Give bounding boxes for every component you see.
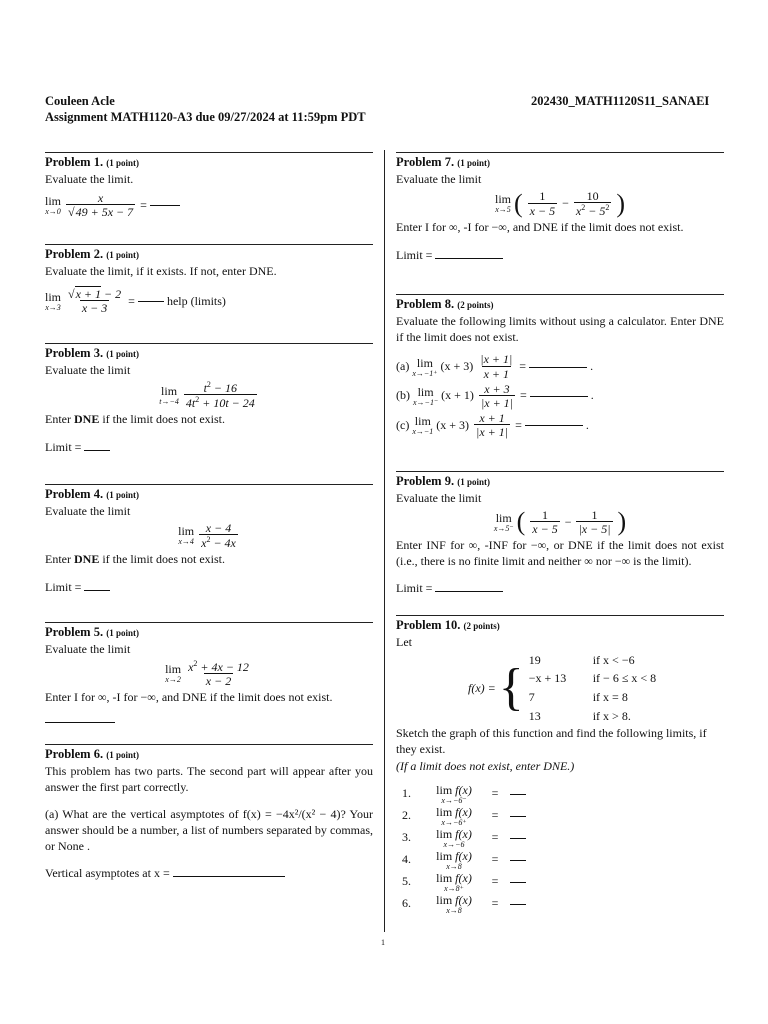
problem-7-limit-label: Limit = bbox=[396, 247, 433, 262]
problem-4-text: Evaluate the limit bbox=[45, 504, 131, 519]
piece-1-value: 19 bbox=[528, 652, 541, 667]
problem-6-part-a: (a) What are the vertical asymptotes of f(x) = −4x²/(x² − 4)? Your answer should be a number, a list of numbers separated by commas, or None . bbox=[45, 807, 373, 853]
limit-sub: x→8 bbox=[446, 905, 462, 915]
problem-5-expression: lim x→2 $\frac{x^2 + 4x - 12}{x - 2}$ bbox=[165, 658, 249, 689]
problem-1-text: Evaluate the limit. bbox=[45, 172, 134, 187]
problem-8-part-a: (a) lim x→−1⁺ (x + 3) $\frac{|x + 1|}{x + 1}$ = . bbox=[396, 352, 594, 382]
problem-3-text: Evaluate the limit bbox=[45, 363, 131, 378]
problem-6-label: Vertical asymptotes at x = bbox=[45, 866, 170, 881]
problem-8-title: Problem 8. bbox=[396, 297, 455, 311]
problem-10-title: Problem 10. bbox=[396, 618, 461, 632]
page-number: 1 bbox=[381, 938, 385, 947]
problem-9-instructions: Enter INF for ∞, -INF for −∞, or DNE if the limit does not exist (i.e., there is no finite limit and neither ∞ nor −∞ is the limit). bbox=[396, 538, 724, 568]
problem-3-dne-post: if the limit does not exist. bbox=[102, 412, 225, 427]
problem-4-dne-post: if the limit does not exist. bbox=[102, 552, 225, 567]
piece-1-condition: if x < −6 bbox=[592, 652, 635, 667]
limit-sub: x→8⁺ bbox=[444, 883, 464, 893]
problem-6 bbox=[45, 744, 373, 884]
problem-1-answer[interactable] bbox=[150, 204, 180, 206]
problem-5-instructions: Enter I for ∞, -I for −∞, and DNE if the limit does not exist. bbox=[45, 690, 333, 705]
limit-number: 1. bbox=[402, 786, 411, 801]
problem-10-piecewise: f(x) = { 19 if x < −6 −x + 13 if − 6 ≤ x < 8 7 if x = 8 13 if x > 8. bbox=[468, 653, 724, 724]
problem-10-dne-note: (If a limit does not exist, enter DNE.) bbox=[396, 759, 575, 774]
problem-7 bbox=[396, 152, 724, 265]
problem-4 bbox=[45, 484, 373, 597]
limit-answer-2[interactable] bbox=[510, 815, 526, 817]
problem-10-limits bbox=[402, 783, 724, 915]
problem-1 bbox=[45, 152, 373, 219]
problem-9-points: (1 point) bbox=[457, 477, 490, 487]
column-divider bbox=[384, 150, 385, 932]
problem-7-instructions: Enter I for ∞, -I for −∞, and DNE if the limit does not exist. bbox=[396, 220, 684, 235]
problem-7-answer[interactable] bbox=[435, 257, 503, 259]
problem-7-points: (1 point) bbox=[457, 158, 490, 168]
limit-answer-6[interactable] bbox=[510, 903, 526, 905]
limit-answer-5[interactable] bbox=[510, 881, 526, 883]
limit-number: 5. bbox=[402, 874, 411, 889]
limit-row: 6. lim f(x) x→8 = bbox=[402, 893, 724, 915]
piece-3-value: 7 bbox=[528, 690, 535, 705]
problem-2 bbox=[45, 244, 373, 315]
problem-1-expression: lim x→0 $\frac{x}{√49 + 5x - 7}$ = bbox=[45, 192, 373, 219]
problem-8-part-c-label: (c) bbox=[396, 417, 410, 432]
limit-row: 3. lim f(x) x→−6 = bbox=[402, 827, 724, 849]
problem-1-title: Problem 1. bbox=[45, 155, 104, 169]
problem-5 bbox=[45, 622, 373, 727]
problem-9 bbox=[396, 471, 724, 599]
limit-sub: x→−6⁺ bbox=[441, 817, 467, 827]
limit-row: 2. lim f(x) x→−6⁺ = bbox=[402, 805, 724, 827]
problem-8-part-c: (c) lim x→−1 (x + 3) $\frac{x + 1}{|x + 1|}$ = . bbox=[396, 410, 589, 440]
piecewise-cases bbox=[529, 653, 683, 724]
limit-row: 4. lim f(x) x→8 = bbox=[402, 849, 724, 871]
piece-2-condition: if − 6 ≤ x < 8 bbox=[592, 671, 657, 686]
problem-10-text: Sketch the graph of this function and find the following limits, if they exist. bbox=[396, 726, 707, 756]
problem-3-points: (1 point) bbox=[106, 349, 139, 359]
limit-number: 3. bbox=[402, 830, 411, 845]
problem-4-answer[interactable] bbox=[84, 589, 110, 591]
problem-5-title: Problem 5. bbox=[45, 625, 104, 639]
problem-3 bbox=[45, 343, 373, 457]
limit-sub: x→8 bbox=[446, 861, 462, 871]
problem-3-title: Problem 3. bbox=[45, 346, 104, 360]
problem-4-limit-label: Limit = bbox=[45, 579, 82, 594]
problem-7-text: Evaluate the limit bbox=[396, 172, 482, 187]
problem-10-points: (2 points) bbox=[463, 621, 500, 631]
problem-2-points: (1 point) bbox=[106, 250, 139, 260]
problem-2-title: Problem 2. bbox=[45, 247, 104, 261]
problem-3-answer[interactable] bbox=[84, 449, 110, 451]
problem-8-part-b-label: (b) bbox=[396, 388, 410, 403]
problem-9-text: Evaluate the limit bbox=[396, 491, 482, 506]
problem-8-part-b: (b) lim x→−1⁻ (x + 1) $\frac{x + 3}{|x + 1|}$ = . bbox=[396, 381, 594, 411]
problem-9-title: Problem 9. bbox=[396, 474, 455, 488]
limit-answer-4[interactable] bbox=[510, 859, 526, 861]
limit-number: 4. bbox=[402, 852, 411, 867]
limit-number: 6. bbox=[402, 896, 411, 911]
problem-9-expression: lim x→5⁻ ( $\frac{1}{x - 5}$ − $\frac{1}{|x - 5|}$ ) bbox=[493, 507, 627, 537]
problem-8-answer-c[interactable] bbox=[525, 424, 583, 426]
piece-3-condition: if x = 8 bbox=[592, 690, 628, 705]
problem-2-text: Evaluate the limit, if it exists. If not, enter DNE. bbox=[45, 264, 277, 279]
problem-4-dne-pre: Enter bbox=[45, 552, 71, 567]
limit-sub: x→−6⁻ bbox=[441, 795, 467, 805]
problem-3-dne-pre: Enter bbox=[45, 412, 71, 427]
problem-4-points: (1 point) bbox=[106, 490, 139, 500]
problem-4-expression: lim x→4 $\frac{x - 4}{x^2 - 4x}$ bbox=[178, 520, 236, 551]
problem-3-limit-label: Limit = bbox=[45, 439, 82, 454]
problem-5-answer[interactable] bbox=[45, 721, 115, 723]
piece-2-value: −x + 13 bbox=[528, 671, 567, 686]
problem-10-let: Let bbox=[396, 635, 412, 650]
problem-7-expression: lim x→5 ( $\frac{1}{x - 5}$ − $\frac{10}{x^2 - 5^2}$ ) bbox=[494, 188, 625, 219]
problem-6-title: Problem 6. bbox=[45, 747, 104, 761]
piece-4-value: 13 bbox=[528, 708, 541, 723]
problem-2-answer[interactable] bbox=[138, 300, 164, 302]
problem-8-answer-b[interactable] bbox=[530, 395, 588, 397]
problem-6-text: This problem has two parts. The second part will appear after you answer the first part correctly. bbox=[45, 764, 373, 794]
limit-row: 1. lim f(x) x→−6⁻ = bbox=[402, 783, 724, 805]
limit-row: 5. lim f(x) x→8⁺ = bbox=[402, 871, 724, 893]
problem-8 bbox=[396, 294, 724, 439]
problem-1-points: (1 point) bbox=[106, 158, 139, 168]
problem-5-points: (1 point) bbox=[106, 628, 139, 638]
limit-answer-3[interactable] bbox=[510, 837, 526, 839]
problem-7-title: Problem 7. bbox=[396, 155, 455, 169]
problem-8-points: (2 points) bbox=[457, 300, 494, 310]
problem-6-points: (1 point) bbox=[106, 750, 139, 760]
limit-answer-1[interactable] bbox=[510, 793, 526, 795]
problem-8-part-a-label: (a) bbox=[396, 359, 410, 374]
limit-sub: x→−6 bbox=[443, 839, 465, 849]
problem-8-answer-a[interactable] bbox=[529, 366, 587, 368]
problem-4-dne: DNE bbox=[74, 552, 100, 567]
help-link[interactable]: help (limits) bbox=[166, 293, 226, 308]
limit-number: 2. bbox=[402, 808, 411, 823]
student-name: Couleen Acle bbox=[45, 94, 115, 108]
problem-2-expression: lim x→3 $\frac{√x + 1 - 2}{x - 3}$ = help (limits) bbox=[45, 286, 226, 316]
problem-9-limit-label: Limit = bbox=[396, 581, 433, 596]
problem-8-text: Evaluate the following limits without using a calculator. Enter DNE if the limit does not exist. bbox=[396, 314, 724, 344]
problem-5-text: Evaluate the limit bbox=[45, 642, 131, 657]
problem-9-answer[interactable] bbox=[435, 590, 503, 592]
problem-4-title: Problem 4. bbox=[45, 487, 104, 501]
course-code: 202430_MATH1120S11_SANAEI bbox=[531, 94, 710, 108]
problem-3-expression: lim t→−4 $\frac{t^2 - 16}{4t^2 + 10t - 24}$ bbox=[159, 379, 255, 411]
problem-10 bbox=[396, 615, 724, 915]
assignment-title: Assignment MATH1120-A3 due 09/27/2024 at 11:59pm PDT bbox=[45, 110, 366, 124]
problem-6-answer[interactable] bbox=[173, 875, 285, 877]
problem-3-dne: DNE bbox=[74, 412, 100, 427]
piece-4-condition: if x > 8. bbox=[592, 708, 631, 723]
